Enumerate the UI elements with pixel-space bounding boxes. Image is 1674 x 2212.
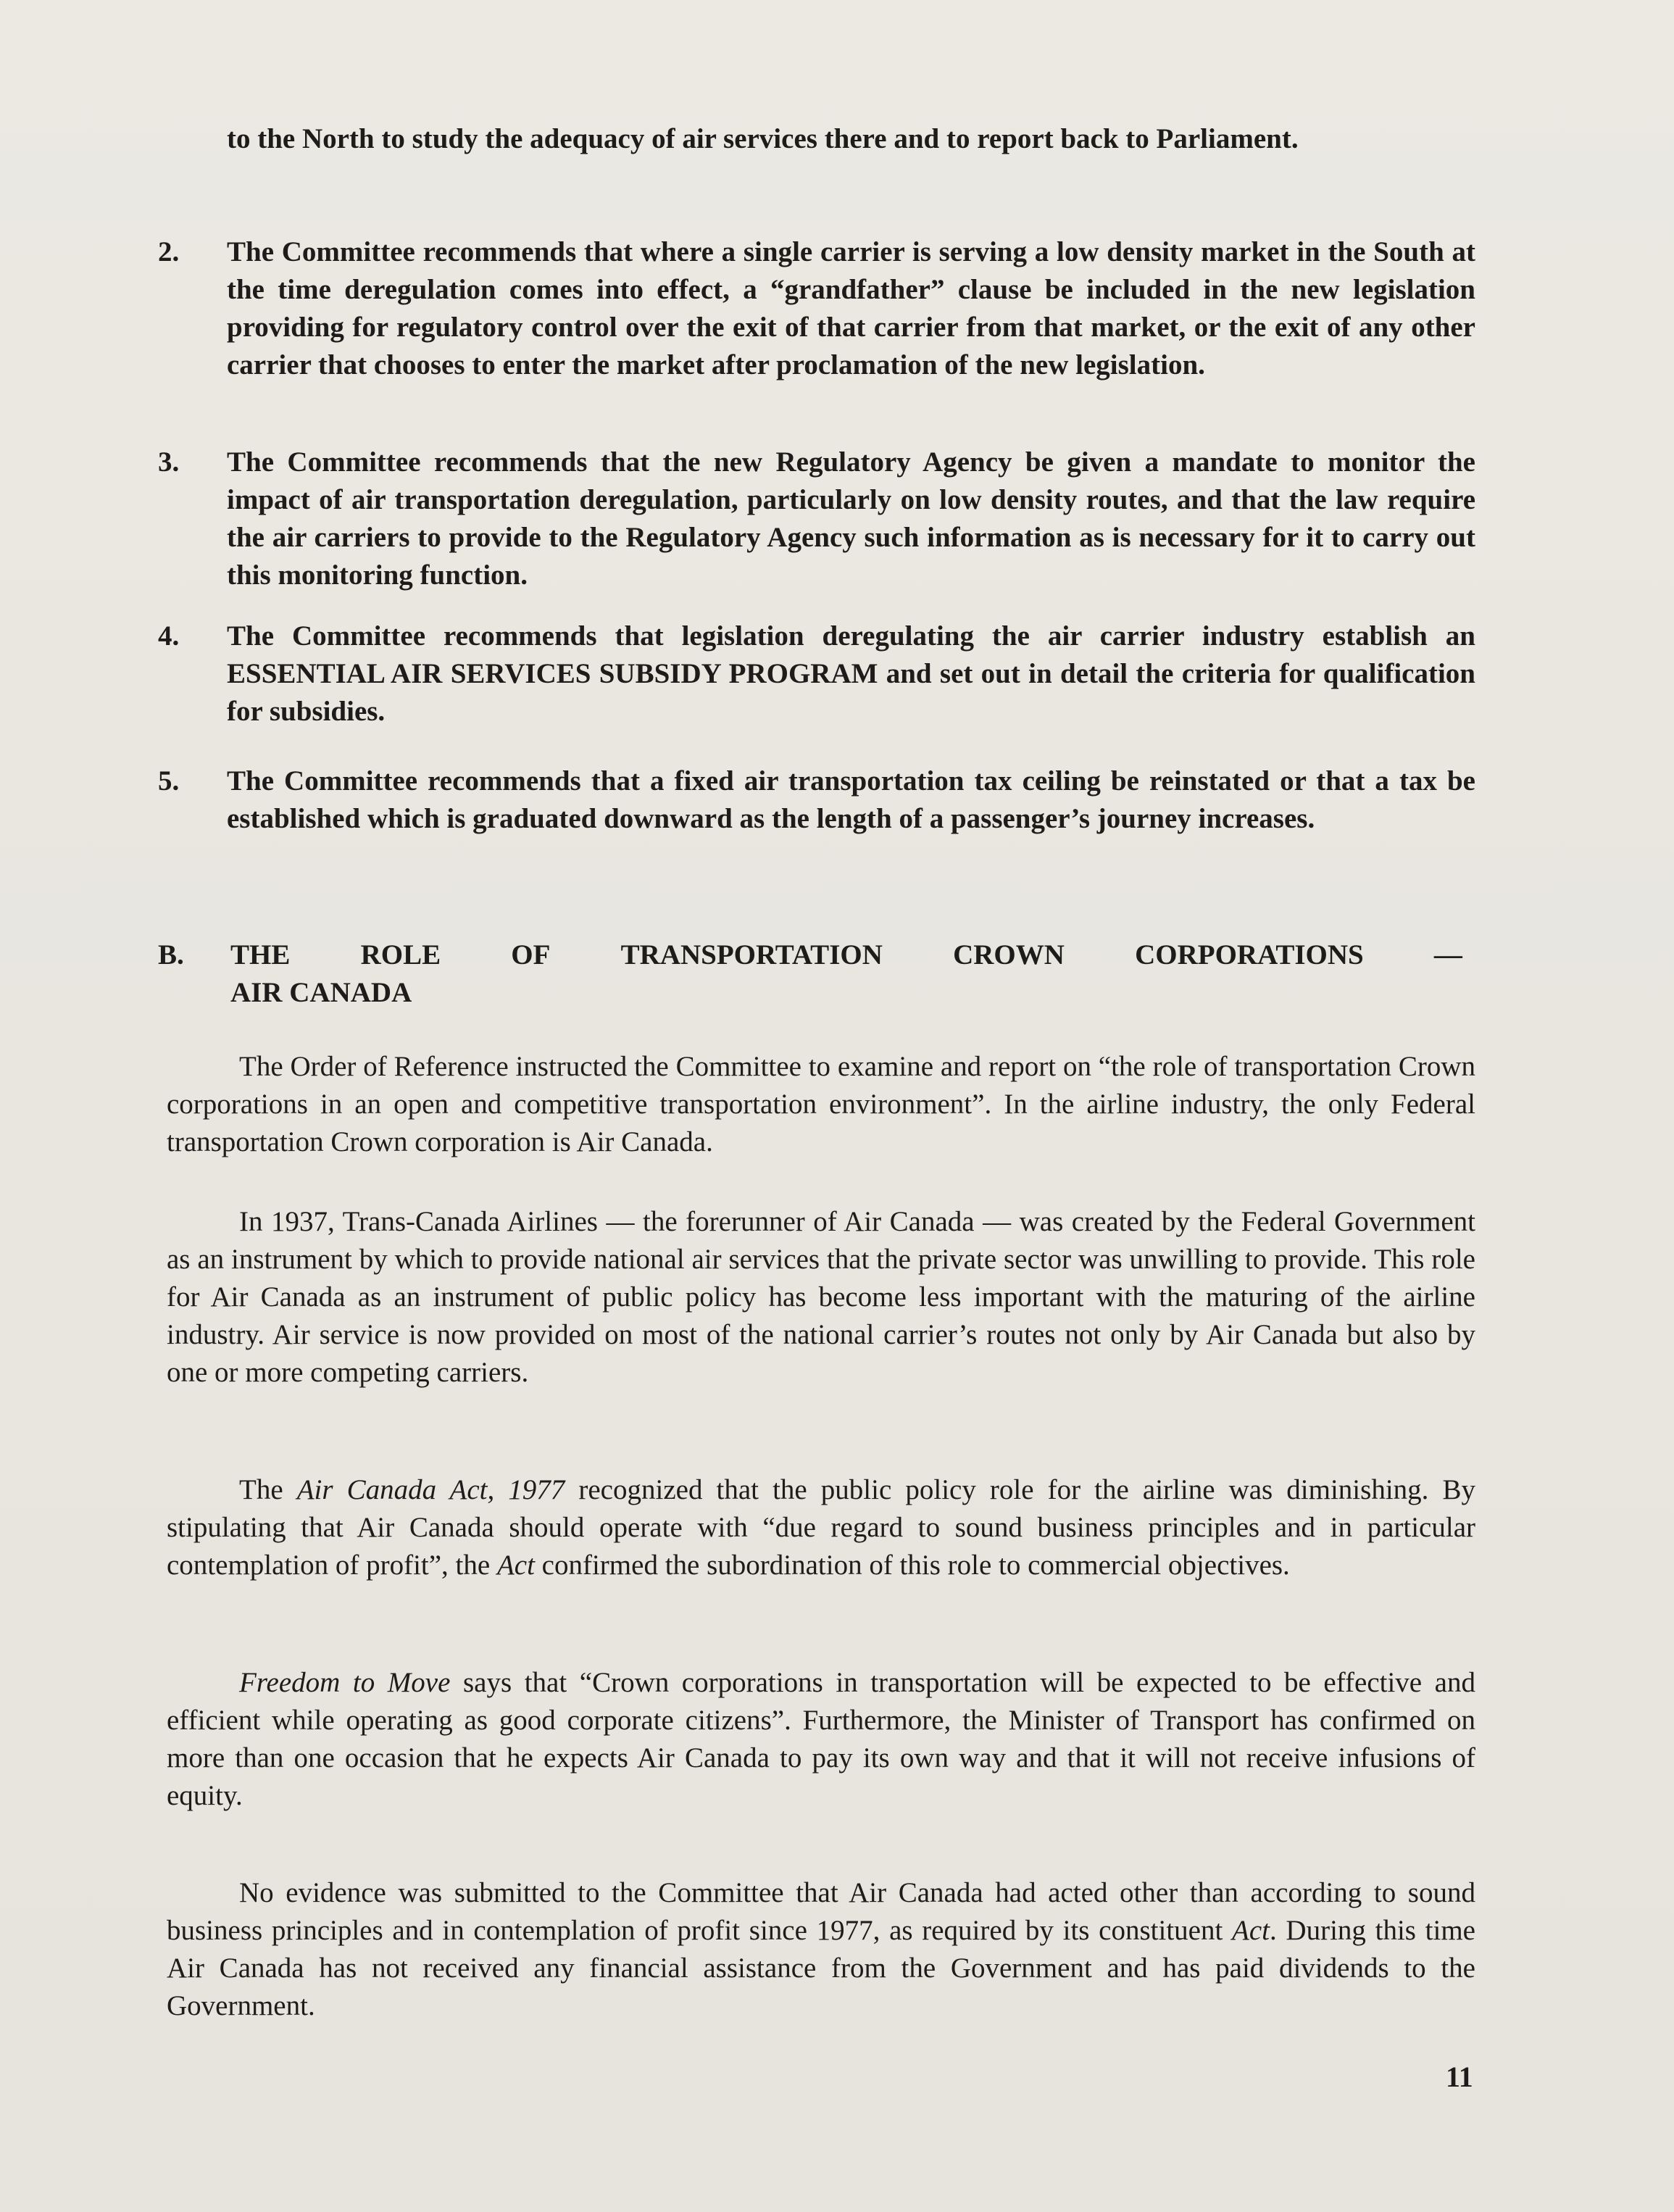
heading-word: CROWN bbox=[953, 939, 1065, 970]
text-run: recognized that the public policy role for the airline was diminishing. By stipulating that Air Canada should operate with “due regard to sound business principles and in particular contemplation of profit”, the bbox=[167, 1474, 1475, 1581]
text-run: . During this time Air Canada has not received any financial assistance from the Government and has paid dividends to the Government. bbox=[167, 1915, 1475, 2021]
recommendation-text: The Committee recommends that a fixed air transportation tax ceiling be reinstated or that a tax be established which is graduated downward as the length of a passenger’s journey increases. bbox=[227, 765, 1475, 834]
continuation-text: to the North to study the adequacy of air services there and to report back to Parliament. bbox=[227, 123, 1299, 154]
page-number: 11 bbox=[1446, 2061, 1473, 2093]
heading-word: ROLE bbox=[360, 939, 441, 970]
recommendation-text: The Committee recommends that legislation deregulating the air carrier industry establish an ESSENTIAL AIR SERVICES SUBSIDY PROGRAM and set out in detail the criteria for qualification for subsidies. bbox=[227, 620, 1475, 727]
paragraph-freedom-to-move bbox=[167, 1664, 1475, 1815]
recommendation-text: The Committee recommends that the new Regulatory Agency be given a mandate to monitor the impact of air transportation deregulation, particularly on low density routes, and that the law require the air carriers to provide to the Regulatory Agency such information as is necessary for it to carry out this monitoring function. bbox=[227, 446, 1475, 591]
heading-word: CORPORATIONS bbox=[1135, 939, 1364, 970]
section-letter: B. bbox=[158, 939, 184, 970]
text-run: confirmed the subordination of this role to commercial objectives. bbox=[534, 1550, 1290, 1581]
italic-freedom-to-move: Freedom to Move bbox=[239, 1667, 451, 1698]
italic-act: Act bbox=[1232, 1915, 1270, 1946]
italic-act: Act bbox=[496, 1550, 535, 1581]
text-run: says that “Crown corporations in transportation will be expected to be effective and efficient while operating as good corporate citizens”. Furthermore, the Minister of Transport has confirmed on more than one occasion that he expects Air Canada to pay its own way and that it will not receive infusions of equity. bbox=[167, 1667, 1475, 1811]
paragraph-history: In 1937, Trans-Canada Airlines — the forerunner of Air Canada — was created by the Federal Government as an instrument by which to provide national air services that the private sector was unwilling to provide. This role for Air Canada as an instrument of public policy has become less important with the maturing of the airline industry. Air service is now provided on most of the national carrier’s routes not only by Air Canada but also by one or more competing carriers. bbox=[167, 1206, 1475, 1388]
section-title-line-2: AIR CANADA bbox=[230, 977, 412, 1008]
text-run: No evidence was submitted to the Committee that Air Canada had acted other than according to sound business principles and in contemplation of profit since 1977, as required by its constituent bbox=[167, 1877, 1475, 1946]
paragraph-no-evidence bbox=[167, 1874, 1475, 2025]
heading-word: TRANSPORTATION bbox=[620, 939, 883, 970]
text-run: The bbox=[239, 1474, 297, 1505]
recommendation-number: 5. bbox=[158, 765, 180, 797]
heading-word: THE bbox=[230, 939, 291, 970]
italic-act-title: Air Canada Act, 1977 bbox=[296, 1474, 565, 1505]
heading-word: OF bbox=[511, 939, 551, 970]
recommendation-4 bbox=[158, 618, 1475, 731]
recommendation-number: 2. bbox=[158, 236, 180, 267]
paragraph-order-of-reference: The Order of Reference instructed the Committee to examine and report on “the role of transportation Crown corporations in an open and competitive transportation environment”. In the airline industry, the only Federal transportation Crown corporation is Air Canada. bbox=[167, 1051, 1475, 1157]
recommendation-number: 3. bbox=[158, 446, 180, 478]
recommendation-2 bbox=[158, 233, 1475, 384]
recommendation-text: The Committee recommends that where a single carrier is serving a low density market in the South at the time deregulation comes into effect, a “grandfather” clause be included in the new legislation providing for regulatory control over the exit of that carrier from that market, or the exit of any other carrier that chooses to enter the market after proclamation of the new legislation. bbox=[227, 236, 1475, 381]
recommendation-number: 4. bbox=[158, 620, 180, 652]
recommendation-5 bbox=[158, 762, 1475, 838]
paragraph-air-canada-act bbox=[167, 1471, 1475, 1584]
heading-word: — bbox=[1433, 939, 1462, 970]
recommendation-3 bbox=[158, 444, 1475, 594]
section-title-line-1 bbox=[230, 936, 1462, 974]
